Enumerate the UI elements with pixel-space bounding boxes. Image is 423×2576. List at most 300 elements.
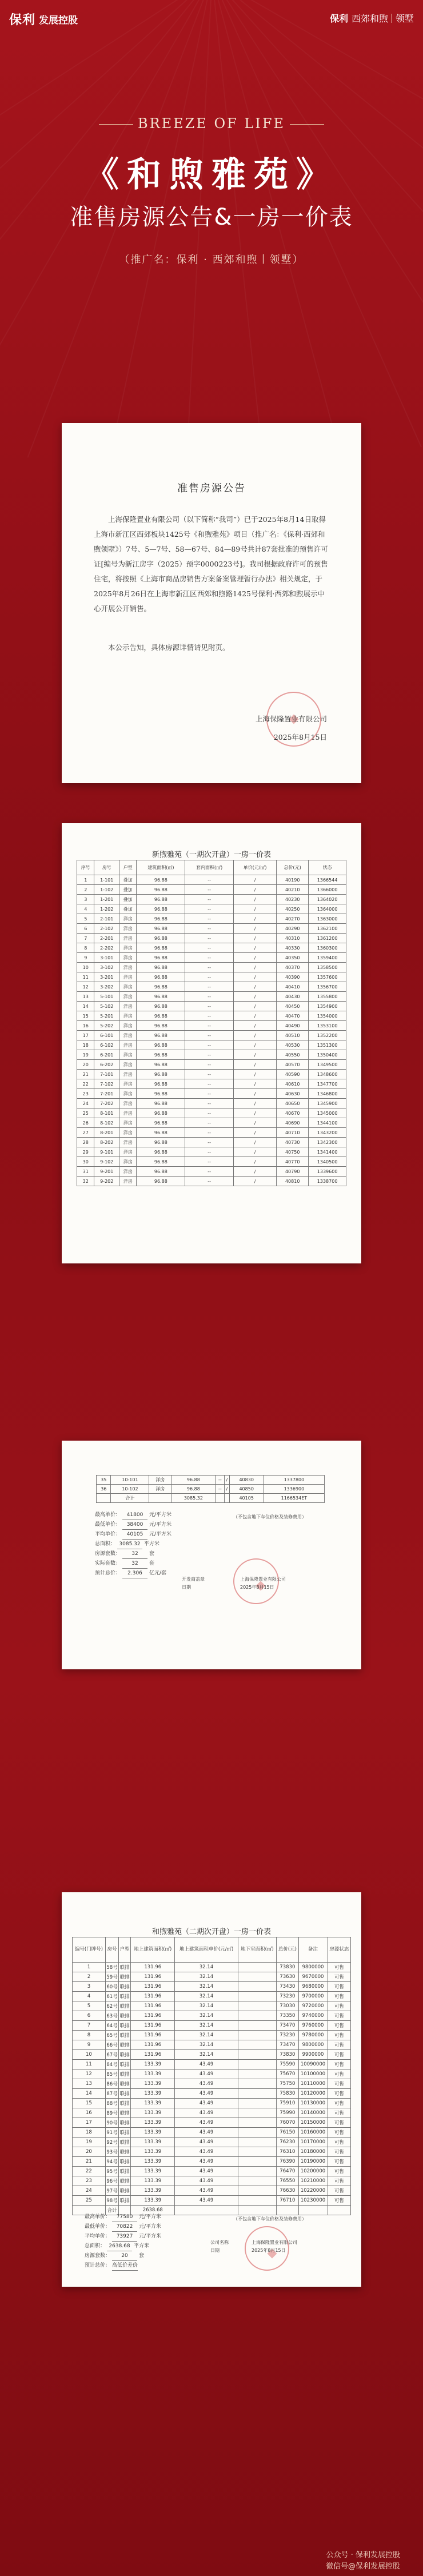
- table-cell: 19: [77, 1050, 94, 1060]
- table-cell: 43.49: [175, 2118, 238, 2128]
- table-cell: [175, 2206, 238, 2215]
- table-cell: 35: [97, 1476, 111, 1485]
- table-cell: 40310: [277, 934, 309, 943]
- table-cell: 76230: [277, 2138, 298, 2147]
- table-cell: 1364020: [309, 895, 346, 904]
- table-cell: 9: [77, 953, 94, 963]
- table-cell: 10130000: [298, 2099, 328, 2108]
- summary-label: 最高单价：: [95, 1512, 121, 1518]
- table-cell: 133.39: [131, 2128, 175, 2138]
- project-tag: 领墅: [395, 13, 414, 24]
- table-cell: 洋房: [119, 1147, 136, 1157]
- table-cell: 9900000: [298, 2050, 328, 2060]
- table-cell: [238, 2021, 277, 2031]
- table-cell: --: [185, 982, 234, 992]
- table-cell: 62号: [105, 2001, 118, 2011]
- table-row: [97, 1476, 325, 1485]
- table-cell: 联排: [119, 2157, 131, 2167]
- price-table-title: 新煦雅苑（一期次开盘）一房一价表: [151, 851, 271, 859]
- footer-watermark: [326, 2550, 400, 2573]
- table-cell: 联排: [119, 2108, 131, 2118]
- table-cell: 36: [97, 1485, 111, 1494]
- table-cell: 40850: [229, 1485, 264, 1494]
- table-cell: 40250: [277, 904, 309, 914]
- table-cell: 40290: [277, 924, 309, 934]
- table-cell: 1360300: [309, 943, 346, 953]
- table-row: [73, 1992, 351, 2001]
- summary-line: [85, 2232, 161, 2242]
- price-table-1-continued: [96, 1475, 325, 1503]
- table-cell: 11: [73, 2060, 106, 2069]
- table-cell: 9-201: [94, 1167, 119, 1177]
- table-cell: --: [216, 1476, 224, 1485]
- table-row: [73, 2079, 351, 2089]
- table-cell: 可售: [328, 2031, 350, 2040]
- table-cell: /: [233, 1177, 276, 1186]
- summary-value: 2.306: [122, 1569, 147, 1578]
- table-cell: 40330: [277, 943, 309, 953]
- table-cell: 133.39: [131, 2167, 175, 2176]
- sign-label: 日期: [210, 2248, 220, 2253]
- announcement-paragraph-1: 上海保隆置业有限公司（以下简称“我司”）已于2025年8月14日取得上海市新江区西郊板块1425号《和煦雅苑》项目（推广名：《保利·西郊和煦领墅》）7号、5—7号、58—67号、84—89号共计87套批准的预售许可证[编号为新江房字（2025）预字0000223号]。我司根据政府许可的预售住宅，将按照《上海市商品房销售方案备案管理暂行办法》相关规定，于2025年8月26日在上海市新江区西郊和煦路1425号保利·西郊和煦展示中心开展公开销售。: [94, 515, 328, 613]
- table-cell: 10110000: [298, 2079, 328, 2089]
- table-cell: 1353100: [309, 1021, 346, 1031]
- table-cell: [238, 2011, 277, 2021]
- table-row: [77, 1099, 346, 1108]
- table-cell: 32.14: [175, 1982, 238, 1992]
- table-cell: 65号: [105, 2031, 118, 2040]
- summary-label: 最低单价：: [95, 1522, 121, 1528]
- table-cell: 8: [73, 2031, 106, 2040]
- table-cell: 联排: [119, 2186, 131, 2196]
- table-cell: 1363000: [309, 914, 346, 924]
- table-cell: 43.49: [175, 2128, 238, 2138]
- table-cell: 90号: [105, 2118, 118, 2128]
- table-cell: [328, 2206, 350, 2215]
- table-cell: 43.49: [175, 2069, 238, 2079]
- table-cell: 40790: [277, 1167, 309, 1177]
- table-cell: 1338700: [309, 1177, 346, 1186]
- table-cell: 联排: [119, 1992, 131, 2001]
- table-row: [77, 1147, 346, 1157]
- table-cell: 6: [73, 2011, 106, 2021]
- table-cell: 5: [77, 914, 94, 924]
- table-cell: 9700000: [298, 1992, 328, 2001]
- price-table-1: [77, 860, 346, 1186]
- table-cell: 96.88: [137, 875, 185, 885]
- table-cell: 1354000: [309, 1011, 346, 1021]
- table-row: [77, 1060, 346, 1070]
- table-cell: 96.88: [137, 972, 185, 982]
- table-cell: 洋房: [119, 1089, 136, 1099]
- table-cell: 2638.68: [131, 2206, 175, 2215]
- table-cell: 22: [73, 2167, 106, 2176]
- table-cell: --: [185, 1060, 234, 1070]
- table-cell: 96.88: [137, 934, 185, 943]
- table-cell: 洋房: [119, 1002, 136, 1011]
- table-cell: 洋房: [119, 1060, 136, 1070]
- table-cell: 17: [73, 2118, 106, 2128]
- table-row: [77, 1079, 346, 1089]
- table-cell: 96.88: [137, 924, 185, 934]
- table-cell: 1366000: [309, 885, 346, 895]
- summary-value: 77580: [112, 2212, 137, 2222]
- table-cell: 43.49: [175, 2157, 238, 2167]
- table-cell: 叠加: [119, 895, 136, 904]
- table-cell: 8-202: [94, 1138, 119, 1147]
- announcement-page: [62, 423, 361, 783]
- table-cell: 13: [73, 2079, 106, 2089]
- table-cell: 32.14: [175, 2021, 238, 2031]
- table-cell: 94号: [105, 2157, 118, 2167]
- table-cell: 联排: [119, 2099, 131, 2108]
- summary-label: 房源套数：: [85, 2253, 111, 2259]
- table-cell: --: [185, 1040, 234, 1050]
- table-cell: 133.39: [131, 2108, 175, 2118]
- table-cell: /: [233, 1167, 276, 1177]
- table-cell: /: [233, 1060, 276, 1070]
- poly-logo-icon: 保利: [9, 13, 36, 27]
- table-cell: --: [185, 1147, 234, 1157]
- table-cell: 75590: [277, 2060, 298, 2069]
- table-cell: /: [233, 1070, 276, 1079]
- table-cell: 2-102: [94, 924, 119, 934]
- table-cell: 1345900: [309, 1099, 346, 1108]
- summary-label: 最高单价：: [85, 2214, 111, 2220]
- table-row: [77, 1108, 346, 1118]
- table-cell: 131.96: [131, 2040, 175, 2050]
- table-cell: 23: [73, 2176, 106, 2186]
- table-cell: 1-102: [94, 885, 119, 895]
- table-row: [77, 943, 346, 953]
- table-cell: 1341400: [309, 1147, 346, 1157]
- table-cell: /: [233, 875, 276, 885]
- table-cell: 18: [77, 1040, 94, 1050]
- table-cell: 40210: [277, 885, 309, 895]
- table-cell: 洋房: [119, 1011, 136, 1021]
- table-cell: 2-202: [94, 943, 119, 953]
- summary-line: [95, 1559, 171, 1569]
- table-cell: 联排: [119, 2196, 131, 2206]
- table-cell: 1362100: [309, 924, 346, 934]
- table-cell: 96.88: [137, 1002, 185, 1011]
- table-cell: 133.39: [131, 2176, 175, 2186]
- table-cell: 96.88: [171, 1485, 216, 1494]
- table-cell: [238, 1963, 277, 1972]
- table-cell: 4: [77, 904, 94, 914]
- sign-labels-2: [210, 2239, 229, 2255]
- table-cell: 32.14: [175, 1972, 238, 1982]
- table-cell: --: [185, 875, 234, 885]
- table-cell: 洋房: [119, 1021, 136, 1031]
- table-cell: 1350400: [309, 1050, 346, 1060]
- table-cell: 联排: [119, 2040, 131, 2050]
- poly-logo-sub: 发展控股: [39, 15, 78, 26]
- table-row: [73, 2060, 351, 2069]
- table-cell: 20: [77, 1060, 94, 1070]
- table-cell: 21: [77, 1070, 94, 1079]
- table-cell: 1340500: [309, 1157, 346, 1167]
- table-cell: 40750: [277, 1147, 309, 1157]
- poly-brand-left: [9, 10, 78, 28]
- table-cell: /: [233, 904, 276, 914]
- table-cell: 7: [77, 934, 94, 943]
- table-cell: 133.39: [131, 2089, 175, 2099]
- table-cell: 1166534ET: [264, 1494, 324, 1503]
- table-row: [77, 914, 346, 924]
- table-cell: 40650: [277, 1099, 309, 1108]
- summary-value: 高低价差价: [112, 2261, 138, 2271]
- summary-line: [95, 1569, 171, 1578]
- table-cell: 96.88: [137, 1021, 185, 1031]
- table-cell: /: [233, 1021, 276, 1031]
- table-row: [77, 953, 346, 963]
- title-line-right: [290, 124, 324, 125]
- table-row: [77, 1118, 346, 1128]
- table-cell: 联排: [119, 2001, 131, 2011]
- summary-value: 38400: [122, 1520, 147, 1530]
- price-table-title-2: 和煦雅苑（二期次开盘）一房一价表: [151, 1928, 271, 1936]
- table-cell: --: [185, 1002, 234, 1011]
- table-cell: 9800000: [298, 2040, 328, 2050]
- table-cell: --: [185, 943, 234, 953]
- table-cell: 10220000: [298, 2186, 328, 2196]
- table-cell: 96.88: [137, 1108, 185, 1118]
- table-cell: 可售: [328, 2186, 350, 2196]
- table-cell: 洋房: [119, 1138, 136, 1147]
- table-cell: 洋房: [119, 1050, 136, 1060]
- table-cell: 40830: [229, 1476, 264, 1485]
- table-cell: 95号: [105, 2167, 118, 2176]
- table-cell: 63号: [105, 2011, 118, 2021]
- table-cell: --: [185, 1128, 234, 1138]
- table-cell: [238, 1972, 277, 1982]
- table-cell: 可售: [328, 2001, 350, 2011]
- table-cell: /: [233, 1089, 276, 1099]
- table-cell: 96.88: [137, 1157, 185, 1167]
- table-cell: 92号: [105, 2138, 118, 2147]
- table-cell: 可售: [328, 2079, 350, 2089]
- table-cell: 洋房: [149, 1476, 171, 1485]
- table-cell: 96号: [105, 2176, 118, 2186]
- table-cell: 3-201: [94, 972, 119, 982]
- table-cell: 7-202: [94, 1099, 119, 1108]
- table-cell: [238, 2050, 277, 2060]
- summary-value: 2638.68: [107, 2242, 132, 2251]
- table-cell: 联排: [119, 2050, 131, 2060]
- table-row: [73, 2108, 351, 2118]
- table-cell: 16: [73, 2108, 106, 2118]
- summary-value: 73927: [112, 2232, 137, 2242]
- table-row: [77, 1157, 346, 1167]
- table-cell: 87号: [105, 2089, 118, 2099]
- table-row: [73, 2147, 351, 2157]
- table-cell: 6-101: [94, 1031, 119, 1040]
- table-cell: 洋房: [119, 1118, 136, 1128]
- summary-unit: 元/平方米: [139, 2214, 162, 2220]
- price-table-page-1: [62, 823, 361, 1263]
- table-cell: 131.96: [131, 2050, 175, 2060]
- table-cell: 联排: [119, 2079, 131, 2089]
- table-cell: 40550: [277, 1050, 309, 1060]
- table-cell: /: [233, 982, 276, 992]
- table-cell: 1359400: [309, 953, 346, 963]
- table-cell: 8-201: [94, 1128, 119, 1138]
- table-cell: [238, 2167, 277, 2176]
- table-cell: 88号: [105, 2099, 118, 2108]
- table-cell: [238, 2099, 277, 2108]
- table-cell: 洋房: [119, 1177, 136, 1186]
- table-cell: 15: [73, 2099, 106, 2108]
- chinese-title: 《和煦雅苑》: [85, 155, 338, 195]
- table-header-cell: 建筑面积(㎡): [137, 860, 185, 875]
- background-ray: [212, 0, 346, 474]
- table-row: [73, 2167, 351, 2176]
- table-cell: 联排: [119, 2031, 131, 2040]
- table-cell: 联排: [119, 2128, 131, 2138]
- table-cell: [238, 2060, 277, 2069]
- table-cell: [238, 2186, 277, 2196]
- table-cell: 133.39: [131, 2196, 175, 2206]
- table-cell: 96.88: [137, 914, 185, 924]
- summary-label: 预计总价：: [95, 1570, 121, 1576]
- table-cell: 洋房: [119, 972, 136, 982]
- table-row: [77, 963, 346, 972]
- table-cell: 10: [77, 963, 94, 972]
- table-cell: 1337800: [264, 1476, 324, 1485]
- table-cell: 133.39: [131, 2060, 175, 2069]
- table-cell: 31: [77, 1167, 94, 1177]
- background-ray: [212, 0, 266, 489]
- table-cell: 10120000: [298, 2089, 328, 2099]
- summary-unit: 元/平方米: [149, 1512, 172, 1518]
- sign-date: 2025年8月15日: [240, 1585, 274, 1590]
- table-cell: 叠加: [119, 875, 136, 885]
- table-cell: 1356700: [309, 982, 346, 992]
- table-cell: 96.88: [137, 1089, 185, 1099]
- table-cell: 40230: [277, 895, 309, 904]
- table-cell: 10100000: [298, 2069, 328, 2079]
- table-cell: 28: [77, 1138, 94, 1147]
- table-cell: 叠加: [119, 885, 136, 895]
- table-cell: 40190: [277, 875, 309, 885]
- table-cell: --: [185, 885, 234, 895]
- table-cell: 可售: [328, 2167, 350, 2176]
- table-cell: 40510: [277, 1031, 309, 1040]
- table-cell: 43.49: [175, 2196, 238, 2206]
- table-cell: 75750: [277, 2079, 298, 2089]
- table-cell: --: [185, 1079, 234, 1089]
- table-cell: 40610: [277, 1079, 309, 1089]
- table-cell: 8: [77, 943, 94, 953]
- table-cell: 洋房: [119, 943, 136, 953]
- table-cell: 96.88: [137, 1060, 185, 1070]
- table-cell: 73230: [277, 2031, 298, 2040]
- summary-unit: 套: [139, 2253, 145, 2259]
- background-ray: [105, 0, 213, 481]
- table-cell: 76630: [277, 2186, 298, 2196]
- table-cell: --: [185, 1118, 234, 1128]
- table-cell: 8-102: [94, 1118, 119, 1128]
- table-cell: 40810: [277, 1177, 309, 1186]
- table-cell: 131.96: [131, 1982, 175, 1992]
- table-header-cell: 户型: [119, 860, 136, 875]
- table-cell: 联排: [119, 2011, 131, 2021]
- table-cell: [238, 2001, 277, 2011]
- table-header-cell: 房号: [105, 1937, 118, 1963]
- table-cell: 75910: [277, 2099, 298, 2108]
- table-cell: 40410: [277, 982, 309, 992]
- summary-line: [85, 2242, 161, 2251]
- table-header-cell: 房源状态: [328, 1937, 350, 1963]
- table-cell: [238, 2196, 277, 2206]
- table-cell: 133.39: [131, 2138, 175, 2147]
- footer-line-1: 公众号 · 保利发展控股: [326, 2551, 400, 2559]
- table-cell: 97号: [105, 2186, 118, 2196]
- summary-value: 40105: [122, 1530, 147, 1540]
- table-cell: [238, 2157, 277, 2167]
- table-cell: 133.39: [131, 2147, 175, 2157]
- table-cell: 40450: [277, 1002, 309, 1011]
- table-cell: 40690: [277, 1118, 309, 1128]
- summary-line: [95, 1510, 171, 1520]
- table-cell: --: [185, 904, 234, 914]
- table-cell: 2-101: [94, 914, 119, 924]
- table-cell: 可售: [328, 1972, 350, 1982]
- table-cell: 32.14: [175, 1963, 238, 1972]
- table-cell: 洋房: [119, 1099, 136, 1108]
- table-cell: 3: [77, 895, 94, 904]
- table-cell: 133.39: [131, 2186, 175, 2196]
- table-cell: 可售: [328, 2128, 350, 2138]
- table-cell: 可售: [328, 1982, 350, 1992]
- summary-label: 平均单价：: [85, 2234, 111, 2239]
- table-row: [73, 2031, 351, 2040]
- table-cell: /: [233, 1002, 276, 1011]
- table-header-cell: 房号: [94, 860, 119, 875]
- summary-line: [95, 1549, 171, 1559]
- table-cell: 可售: [328, 2108, 350, 2118]
- english-title: [0, 115, 423, 131]
- table-row: [73, 1963, 351, 1972]
- table-cell: 24: [73, 2186, 106, 2196]
- table-cell: 洋房: [119, 1079, 136, 1089]
- table-cell: 40490: [277, 1021, 309, 1031]
- table-cell: 96.88: [137, 1050, 185, 1060]
- table-cell: --: [185, 1108, 234, 1118]
- table-cell: 1: [73, 1963, 106, 1972]
- table-cell: [225, 1494, 229, 1503]
- table-cell: 96.88: [137, 992, 185, 1002]
- table-cell: 96.88: [137, 885, 185, 895]
- table-cell: 可售: [328, 2176, 350, 2186]
- table-cell: /: [233, 934, 276, 943]
- table-cell: --: [185, 914, 234, 924]
- title-line-left: [99, 124, 133, 125]
- table-cell: 10170000: [298, 2138, 328, 2147]
- table-cell: /: [233, 1147, 276, 1157]
- table-header-cell: 备注: [298, 1937, 328, 1963]
- price-summary-1: [95, 1510, 171, 1578]
- table-row: [73, 2099, 351, 2108]
- table-header-cell: 套内面积(㎡): [185, 860, 234, 875]
- table-cell: 40770: [277, 1157, 309, 1167]
- table-cell: 联排: [119, 2069, 131, 2079]
- table-cell: 1339600: [309, 1167, 346, 1177]
- table-cell: 96.88: [137, 904, 185, 914]
- summary-value: 70822: [112, 2222, 137, 2232]
- table-cell: 76550: [277, 2176, 298, 2186]
